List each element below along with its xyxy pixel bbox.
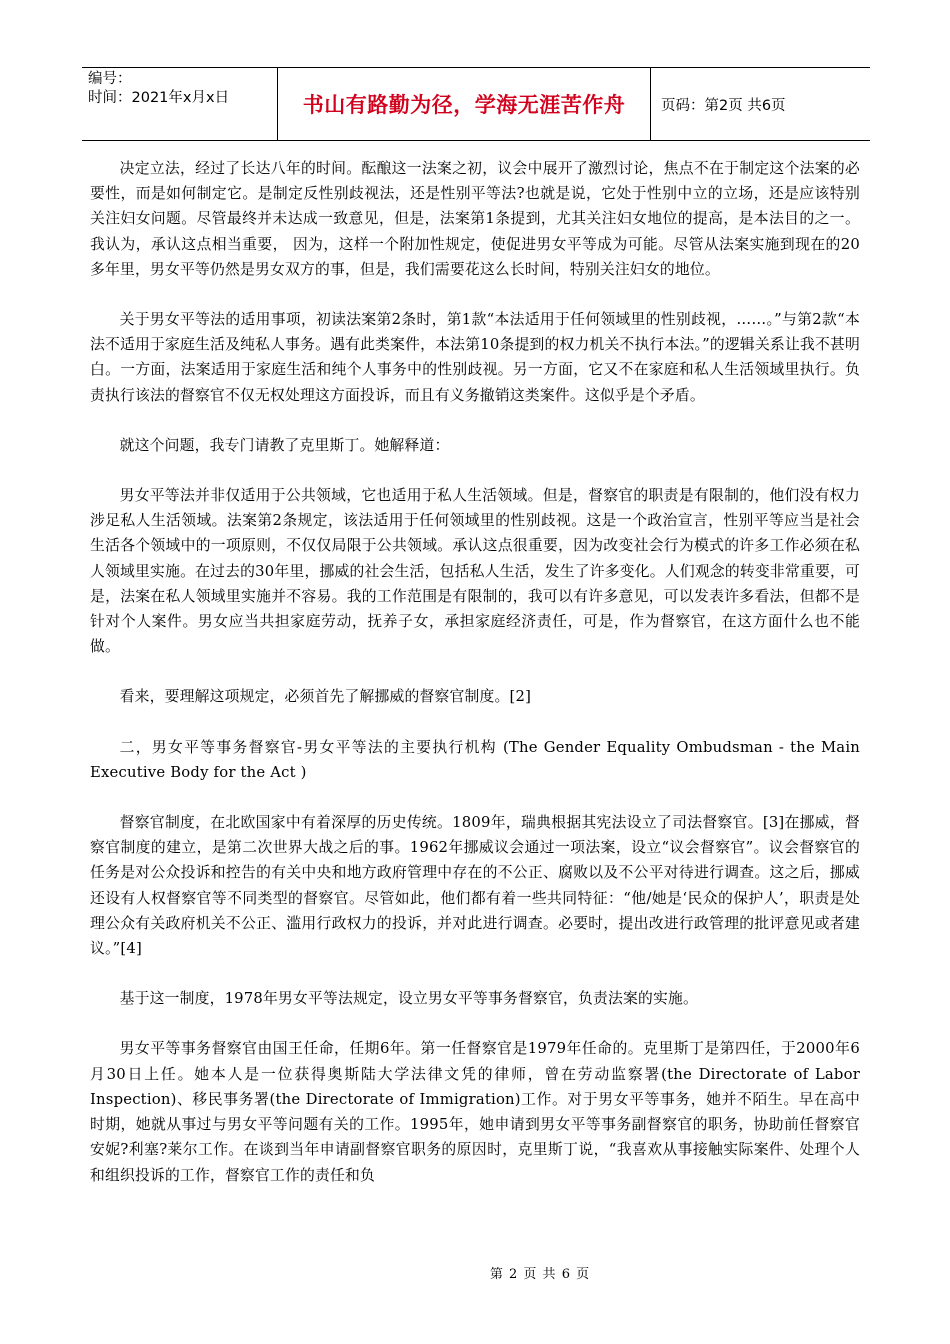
header-page-info: 页码：第2页 共6页	[661, 97, 786, 114]
paragraph: 基于这一制度，1978年男女平等法规定，设立男女平等事务督察官，负责法案的实施。	[119, 990, 698, 1008]
paragraph: 督察官制度，在北欧国家中有着深厚的历史传统。1809年，瑞典根据其宪法设立了司法督察官。[3]在挪威，督察官制度的建立，是第二次世界大战之后的事。1962年挪威议会通过一项法案，设立“议会督察官”。议会督察官的任务是对公众投诉和控告的有关中央和地方政府管理中存在的不公正、腐败以及不公平对待进行调查。这之后，挪威还设有人权督察官等不同类型的督察官。尽管如此，他们都有着一些共同特征：“他/她是‘民众的保护人’，职责是处理公众有关政府机关不公正、滥用行政权力的投诉，并对此进行调查。必要时，提出改进行政管理的批评意见或者建议。”[4]	[90, 814, 860, 958]
footer-page-number: 第 2 页 共 6 页	[489, 1267, 591, 1282]
quote-paragraph: 男女平等法并非仅适用于公共领域，它也适用于私人生活领域。但是，督察官的职责是有限制的，他们没有权力涉足私人生活领域。法案第2条规定，该法适用于任何领域里的性别歧视。这是一个政治宣言，性别平等应当是社会生活各个领域中的一项原则，不仅仅局限于公共领域。承认这点很重要，因为改变社会行为模式的许多工作必须在私人领域里实施。在过去的30年里，挪威的社会生活，包括私人生活，发生了许多变化。人们观念的转变非常重要，可是，法案在私人领域里实施并不容易。我的工作范围是有限制的，我可以有许多意见，可以发表许多看法，但都不是针对个人案件。男女应当共担家庭劳动，抚养子女，承担家庭经济责任，可是，作为督察官，在这方面什么也不能做。	[90, 487, 860, 656]
header-motto: 书山有路勤为径，学海无涯苦作舟	[278, 68, 651, 140]
paragraph: 决定立法，经过了长达八年的时间。酝酿这一法案之初，议会中展开了激烈讨论，焦点不在于制定这个法案的必要性，而是如何制定它。是制定反性别歧视法，还是性别平等法?也就是说，它处于性别中立的立场，还是应该特别关注妇女问题。尽管最终并未达成一致意见，但是，法案第1条提到，尤其关注妇女地位的提高，是本法目的之一。我认为，承认这点相当重要， 因为，这样一个附加性规定，使促进男女平等成为可能。尽管从法案实施到现在的20多年里，男女平等仍然是男女双方的事，但是，我们需要花这么长时间，特别关注妇女的地位。	[90, 160, 860, 278]
paragraph: 关于男女平等法的适用事项，初读法案第2条时，第1款“本法适用于任何领域里的性别歧视，……。”与第2款“本法不适用于家庭生活及纯私人事务。遇有此类案件，本法第10条提到的权力机关不执行本法。”的逻辑关系让我不甚明白。一方面，法案适用于家庭生活和纯个人事务中的性别歧视。另一方面，它又不在家庭和私人生活领域里执行。负责执行该法的督察官不仅无权处理这方面投诉，而且有义务撤销这类案件。这似乎是个矛盾。	[90, 311, 860, 404]
page-header	[82, 67, 870, 141]
paragraph: 就这个问题，我专门请教了克里斯丁。她解释道：	[119, 436, 450, 454]
paragraph: 看来，要理解这项规定，必须首先了解挪威的督察官制度。[2]	[119, 688, 532, 706]
document-body	[90, 156, 860, 1188]
page-footer	[0, 1263, 950, 1282]
section-heading: 二，男女平等事务督察官-男女平等法的主要执行机构 (The Gender Equality Ombudsman - the Main Executive Body for the Act )	[90, 738, 860, 781]
time-label: 时间：2021年x月x日	[88, 90, 230, 106]
header-meta	[82, 68, 278, 140]
number-label: 编号：	[88, 71, 132, 87]
paragraph: 男女平等事务督察官由国王任命，任期6年。第一任督察官是1979年任命的。克里斯丁是第四任，于2000年6月30日上任。她本人是一位获得奥斯陆大学法律文凭的律师，曾在劳动监察署(the Directorate of Labor Inspection)、移民事务署(the Directorate of Immigration)工作。对于男女平等事务，她并不陌生。早在高中时期，她就从事过与男女平等问题有关的工作。1995年，她申请到男女平等事务副督察官的职务，协助前任督察官安妮?利塞?莱尔工作。在谈到当年申请副督察官职务的原因时，克里斯丁说，“我喜欢从事接触实际案件、处理个人和组织投诉的工作，督察官工作的责任和负	[90, 1040, 860, 1184]
